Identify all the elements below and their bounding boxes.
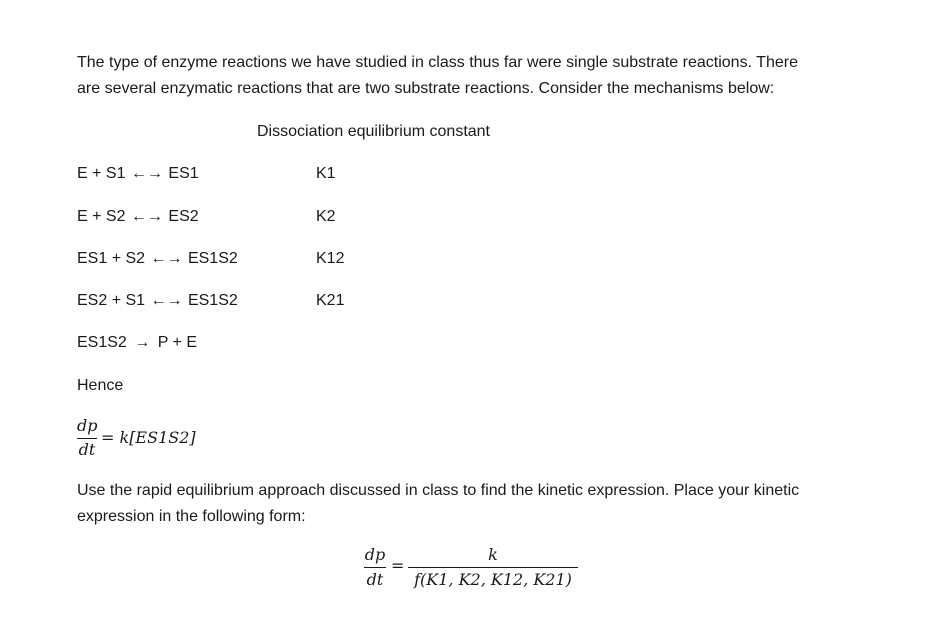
reaction-lhs: E + S1 [77,165,126,182]
reaction-constant: K1 [316,165,336,182]
reaction-rhs: P + E [157,334,198,351]
instruction-paragraph [77,478,799,530]
reaction-row [77,291,238,311]
equilibrium-arrow-icon: ←→ [150,250,183,267]
reaction-rhs: ES1S2 [187,292,238,309]
fraction-bar [364,567,386,568]
reaction-row [77,164,199,184]
reaction-row [77,333,197,353]
target-equation [364,545,584,597]
reaction-rhs: ES1S2 [187,250,238,267]
reaction-lhs: E + S2 [77,208,126,225]
target-rhs-numerator: k [488,545,498,564]
reaction-row [77,249,238,269]
target-lhs-denominator: dt [366,570,384,589]
equilibrium-arrow-icon: ←→ [130,208,163,225]
intro-paragraph [77,50,798,102]
rate-numerator: dp [77,416,98,435]
right-arrow-icon: → [134,334,151,351]
equilibrium-arrow-icon: ←→ [150,292,183,309]
target-rhs-denominator: f(K1, K2, K12, K21) [414,570,572,589]
target-lhs-numerator: dp [364,545,386,564]
intro-line-2: are several enzymatic reactions that are two substrate reactions. Consider the mechanisms below: [77,80,775,97]
fraction-bar [408,567,578,568]
equilibrium-arrow-icon: ←→ [130,165,163,182]
hence-label: Hence [77,377,124,394]
reaction-rhs: ES1 [168,165,199,182]
intro-line-1: The type of enzyme reactions we have studied in class thus far were single substrate reactions. There [77,54,798,71]
reaction-constant: K2 [316,208,336,225]
rate-equation [77,416,217,464]
reaction-row [77,207,199,227]
rate-rhs: = k[ES1S2] [101,428,196,447]
rate-denominator: dt [78,440,96,459]
instruction-line-2: expression in the following form: [77,508,306,525]
reaction-rhs: ES2 [168,208,199,225]
reaction-constant: K12 [316,250,345,267]
reaction-lhs: ES2 + S1 [77,292,146,309]
reaction-lhs: ES1 + S2 [77,250,146,267]
reaction-lhs: ES1S2 [77,334,127,351]
constant-column-header: Dissociation equilibrium constant [257,123,490,140]
reaction-constant: K21 [316,292,345,309]
instruction-line-1: Use the rapid equilibrium approach discussed in class to find the kinetic expression. Place your kinetic [77,482,800,499]
fraction-bar [77,438,97,439]
target-equals: = [391,556,405,575]
